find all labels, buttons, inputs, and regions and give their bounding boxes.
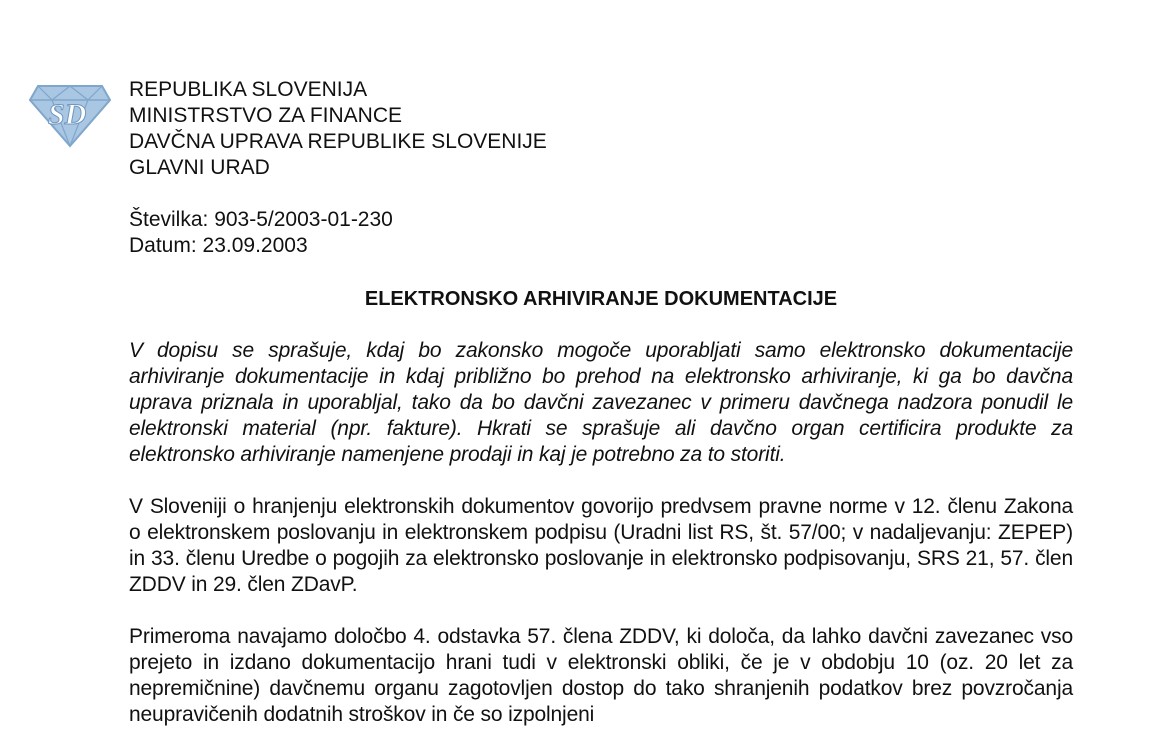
document-title: ELEKTRONSKO ARHIVIRANJE DOKUMENTACIJE [364, 288, 838, 310]
durs-diamond-logo-icon [28, 78, 112, 150]
document-meta [129, 207, 393, 259]
header-line-tax-administration: DAVČNA UPRAVA REPUBLIKE SLOVENIJE [129, 130, 547, 153]
header-line-head-office: GLAVNI URAD [129, 156, 270, 179]
example-paragraph: Primeroma navajamo določbo 4. odstavka 57. člena ZDDV, ki določa, da lahko davčni zavezanec vso prejeto in izdano dokumentacijo hrani tudi v elektronski obliki, če je v obdobju 10 (oz. 20 let za nepremičnine) davčnemu organu zagotovljen dostop do tako shranjenih podatkov brez povzročanja neupravičenih dodatnih stroškov in če so izpolnjeni [129, 625, 1073, 726]
legal-basis-paragraph: V Sloveniji o hranjenju elektronskih dokumentov govorijo predvsem pravne norme v 12. členu Zakona o elektronskem poslovanju in elektronskem podpisu (Uradni list RS, št. 57/00; v nadaljevanju: ZEPEP) in 33. členu Uredbe o pogojih za elektronsko poslovanje in elektronsko podpisovanju, SRS 21, 57. člen ZDDV in 29. člen ZDavP. [129, 495, 1073, 596]
header-line-ministry: MINISTRSTVO ZA FINANCE [129, 104, 403, 127]
question-paragraph: V dopisu se sprašuje, kdaj bo zakonsko mogoče uporabljati samo elektronsko dokumentacije arhiviranje dokumentacije in kdaj približno bo prehod na elektronsko arhiviranje, ki ga bo davčna uprava priznala in uporabljal, tako da bo davčni zavezanec v primeru davčnega nadzora ponudil le elektronski material (npr. fakture). Hkrati se sprašuje ali davčno organ certificira produkte za elektronsko arhiviranje namenjene prodaji in kaj je potrebno za to storiti. [129, 339, 1073, 466]
svg-text:SD: SD [48, 98, 87, 131]
logo [28, 78, 112, 150]
document-number: Številka: 903-5/2003-01-230 [129, 208, 393, 231]
letterhead [129, 77, 547, 181]
document-body [129, 338, 1073, 754]
header-line-republic: REPUBLIKA SLOVENIJA [129, 78, 368, 101]
document-date: Datum: 23.09.2003 [129, 234, 308, 257]
